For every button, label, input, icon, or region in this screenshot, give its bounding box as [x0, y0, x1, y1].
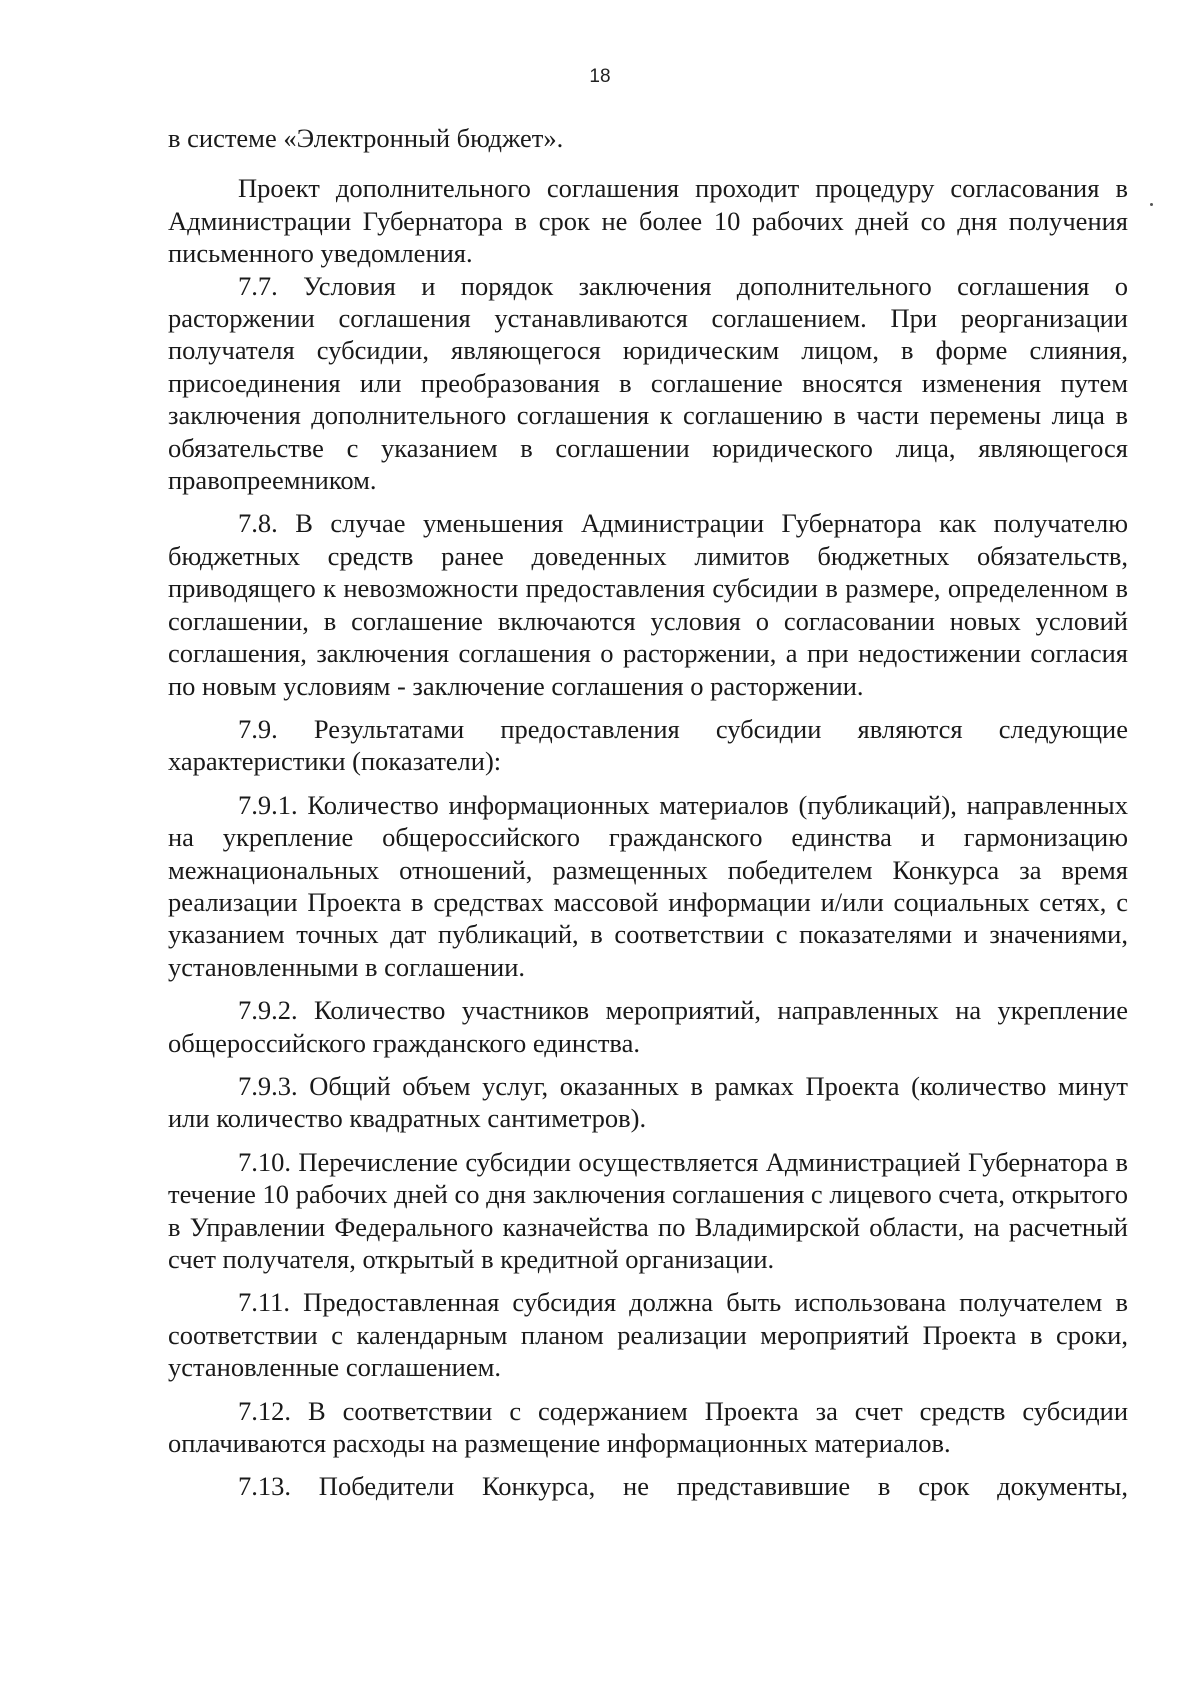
paragraph-7-9: 7.9. Результатами предоставления субсидии являются следующие характеристики (показатели):	[168, 713, 1128, 777]
paragraph-7-12: 7.12. В соответствии с содержанием Проекта за счет средств субсидии оплачиваются расходы на размещение информационных материалов.	[168, 1395, 1128, 1459]
paragraph-continuation: в системе «Электронный бюджет».	[168, 123, 564, 153]
paragraph-7-7: 7.7. Условия и порядок заключения дополнительного соглашения о расторжении соглашения устанавливаются соглашением. При реорганизации получателя субсидии, являющегося юридическим лицом, в форме слияния, присоединения или преобразования в соглашение вносятся изменения путем заключения дополнительного соглашения к соглашению в части перемены лица в обязательстве с указанием в соглашении юридического лица, являющегося правопреемником.	[168, 270, 1128, 496]
paragraph-7-13: 7.13. Победители Конкурса, не представившие в срок документы,	[238, 1471, 1128, 1502]
paragraph-7-8: 7.8. В случае уменьшения Администрации Губернатора как получателю бюджетных средств ранее доведенных лимитов бюджетных обязательств, приводящего к невозможности предоставления субсидии в размере, определенном в соглашении, в соглашение включаются условия о согласовании новых условий соглашения, заключения соглашения о расторжении, а при недостижении согласия по новым условиям - заключение соглашения о расторжении.	[168, 508, 1128, 701]
paragraph-7-10: 7.10. Перечисление субсидии осуществляется Администрацией Губернатора в течение 10 рабочих дней со дня заключения соглашения с лицевого счета, открытого в Управлении Федерального казначейства по Владимирской области, на расчетный счет получателя, открытый в кредитной организации.	[168, 1146, 1128, 1274]
paragraph-agreement-approval: Проект дополнительного соглашения проходит процедуру согласования в Администрации Губернатора в срок не более 10 рабочих дней со дня получения письменного уведомления.	[168, 173, 1128, 269]
paragraph-7-9-1: 7.9.1. Количество информационных материалов (публикаций), направленных на укрепление общероссийского гражданского единства и гармонизацию межнациональных отношений, размещенных победителем Конкурса за время реализации Проекта в средствах массовой информации и/или социальных сетях, с указанием точных дат публикаций, в соответствии с показателями и значениями, установленными в соглашении.	[168, 789, 1128, 982]
page-number: 18	[589, 66, 611, 87]
paragraph-7-11: 7.11. Предоставленная субсидия должна быть использована получателем в соответствии с календарным планом реализации мероприятий Проекта в сроки, установленные соглашением.	[168, 1287, 1128, 1383]
paragraph-7-9-3: 7.9.3. Общий объем услуг, оказанных в рамках Проекта (количество минут или количество квадратных сантиметров).	[168, 1070, 1128, 1134]
paragraph-7-9-2: 7.9.2. Количество участников мероприятий, направленных на укрепление общероссийского гражданского единства.	[168, 995, 1128, 1058]
document-body	[168, 122, 1128, 1514]
scan-speck	[1150, 203, 1153, 206]
